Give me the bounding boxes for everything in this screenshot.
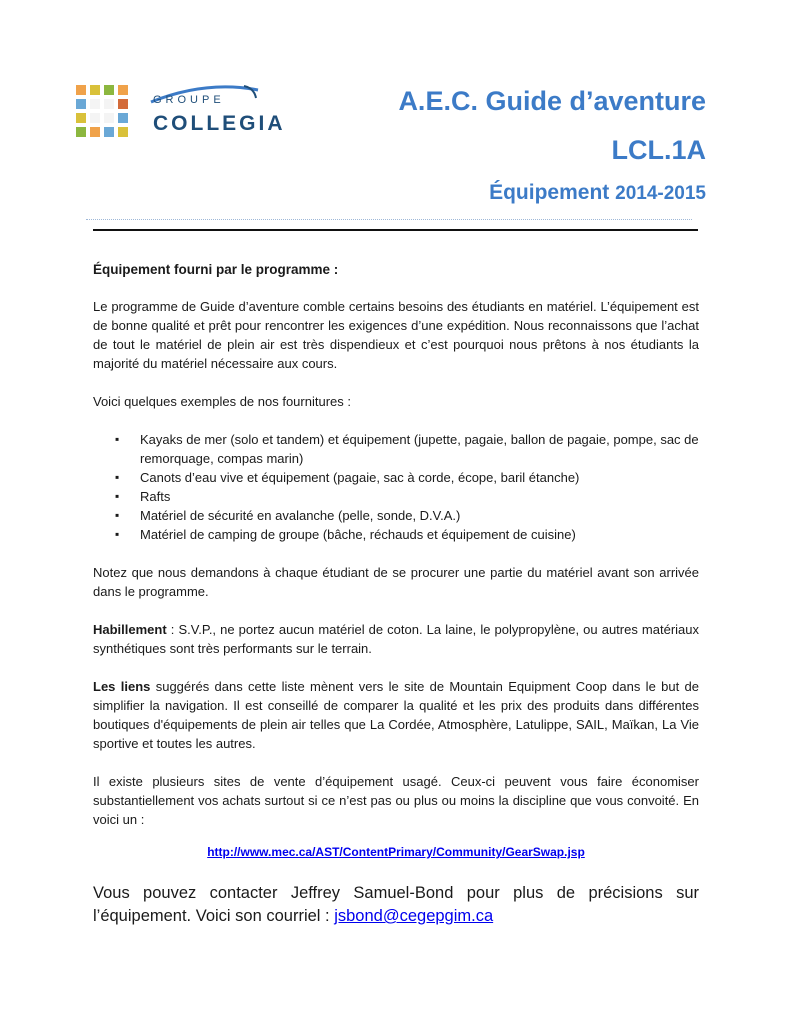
program-code: LCL.1A [611, 135, 706, 165]
list-item: ▪ Canots d’eau vive et équipement (pagaie, sac à corde, écope, baril étanche) [93, 468, 699, 487]
habillement-label: Habillement [93, 622, 167, 637]
logo-tile [118, 127, 128, 137]
habillement-text: : S.V.P., ne portez aucun matériel de coton. La laine, le polypropylène, ou autres matériaux synthétiques sont très performants sur le terrain. [93, 622, 699, 656]
document-subtitle [398, 179, 706, 208]
logo-tile [76, 127, 86, 137]
document-body [93, 260, 699, 928]
liens-label: Les liens [93, 679, 151, 694]
logo-tile-grid [76, 85, 128, 137]
subtitle-year: 2014-2015 [615, 183, 706, 204]
logo-tile [90, 127, 100, 137]
logo-tile [118, 99, 128, 109]
header-dotted-rule [86, 219, 692, 220]
logo-tile [90, 99, 100, 109]
contact-text: Vous pouvez contacter Jeffrey Samuel-Bond pour plus de précisions sur l’équipement. Voici son courriel : [93, 884, 699, 925]
logo-tile [118, 85, 128, 95]
used-equipment-paragraph: Il existe plusieurs sites de vente d’équipement usagé. Ceux-ci peuvent vous faire économiser substantiellement vos achats surtout si ce n’est pas ou plus ou moins la discipline que vous convoité. En voici un : [93, 774, 699, 827]
logo-tile [104, 127, 114, 137]
list-item: ▪ Rafts [93, 487, 699, 506]
equipment-list [93, 430, 699, 544]
list-intro: Voici quelques exemples de nos fournitures : [93, 394, 351, 409]
document-header [398, 85, 706, 208]
logo-tile [104, 85, 114, 95]
logo-tile [90, 85, 100, 95]
logo-tile [76, 113, 86, 123]
list-item: ▪ Kayaks de mer (solo et tandem) et équipement (jupette, pagaie, ballon de pagaie, pompe, sac de remorquage, compas marin) [93, 430, 699, 468]
contact-email-link[interactable]: jsbond@cegepgim.ca [334, 907, 494, 925]
logo-tile [118, 113, 128, 123]
logo-tile [104, 113, 114, 123]
contact-paragraph [93, 882, 699, 928]
intro-paragraph: Le programme de Guide d’aventure comble certains besoins des étudiants en matériel. L’équipement est de bonne qualité et prêt pour rencontrer les exigences d’une expédition. Nous reconnaissons que l’achat de tout le matériel de plein air est très dispendieux et c’est pourquoi nous prêtons à nos étudiants la majorité du matériel nécessaire aux cours. [93, 299, 699, 371]
section-heading: Équipement fourni par le programme : [93, 262, 339, 277]
header-divider [93, 229, 698, 231]
liens-paragraph [93, 677, 699, 753]
logo-tile [76, 99, 86, 109]
logo-tile [104, 99, 114, 109]
list-item: ▪ Matériel de camping de groupe (bâche, réchauds et équipement de cuisine) [93, 525, 699, 544]
student-equipment-note: Notez que nous demandons à chaque étudiant de se procurer une partie du matériel avant son arrivée dans le programme. [93, 565, 699, 599]
groupe-collegia-logo [76, 82, 286, 142]
list-item: ▪ Matériel de sécurité en avalanche (pelle, sonde, D.V.A.) [93, 506, 699, 525]
subtitle-word: Équipement [489, 181, 610, 204]
habillement-paragraph [93, 620, 699, 658]
logo-top-text: GROUPE [153, 94, 225, 106]
logo-tile [90, 113, 100, 123]
program-title: A.E.C. Guide d’aventure [398, 86, 706, 116]
gearswap-link[interactable]: http://www.mec.ca/AST/ContentPrimary/Community/GearSwap.jsp [207, 845, 585, 859]
logo-tile [76, 85, 86, 95]
liens-text: suggérés dans cette liste mènent vers le site de Mountain Equipment Coop dans le but de simplifier la navigation. Il est conseillé de comparer la qualité et les prix des produits dans différentes boutiques d'équipements de plein air telles que La Cordée, Atmosphère, Latulippe, SAIL, Maïkan, La Vie sportive et toutes les autres. [93, 679, 699, 751]
logo-main-text: COLLEGIA [153, 112, 286, 135]
